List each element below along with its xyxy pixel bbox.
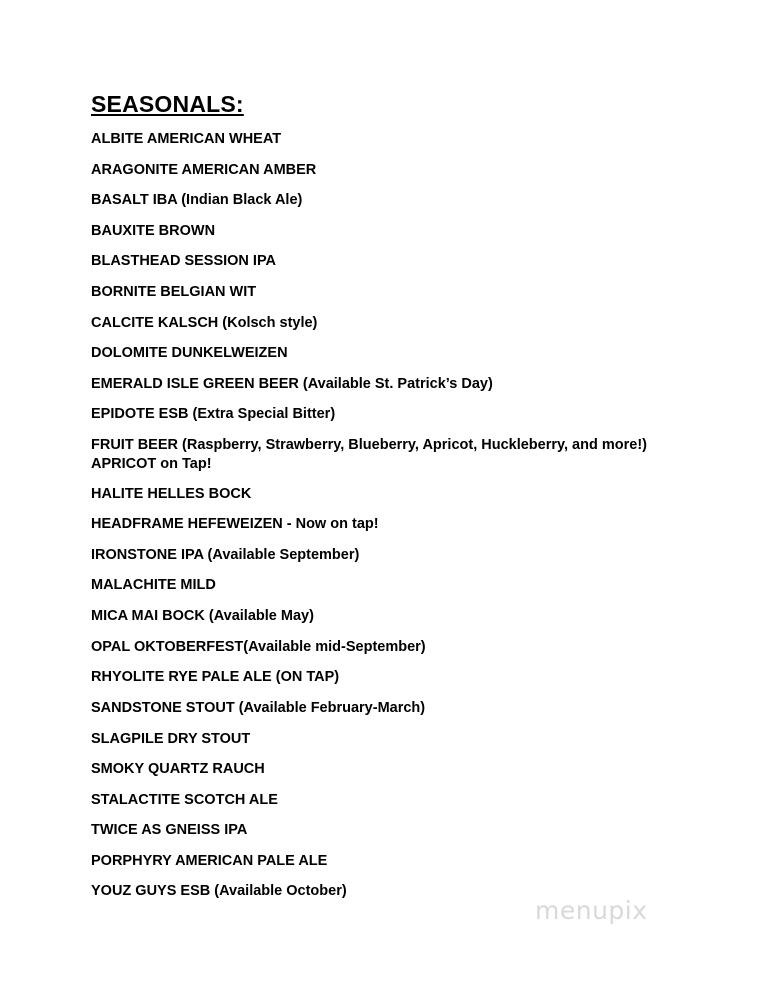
list-item-text: FRUIT BEER (Raspberry, Strawberry, Blueberry, Apricot, Huckleberry, and more!) [91,437,647,453]
list-item-text: TWICE AS GNEISS IPA [91,822,248,838]
list-item [91,344,288,363]
list-item [91,760,265,779]
list-item [91,791,278,810]
list-item-text: ALBITE AMERICAN WHEAT [91,131,282,147]
list-item-text: BASALT IBA (Indian Black Ale) [91,192,303,208]
list-item [91,130,281,149]
list-item [91,668,339,687]
list-item-text: BORNITE BELGIAN WIT [91,284,257,300]
list-item-text: SANDSTONE STOUT (Available February-March) [91,700,426,716]
list-item-text: IRONSTONE IPA (Available September) [91,547,360,563]
list-item-text: PORPHYRY AMERICAN PALE ALE [91,853,328,869]
list-item [91,852,327,871]
list-item-text: HEADFRAME HEFEWEIZEN - Now on tap! [91,516,379,532]
list-item-text: BLASTHEAD SESSION IPA [91,253,277,269]
list-item [91,821,247,840]
list-item [91,730,250,749]
list-item-text: RHYOLITE RYE PALE ALE (ON TAP) [91,669,340,685]
list-item [91,699,425,718]
list-item [91,638,426,657]
list-item-text: EPIDOTE ESB (Extra Special Bitter) [91,406,336,422]
list-item [91,546,359,565]
list-item [91,576,216,595]
list-item [91,191,302,210]
list-item-text: APRICOT on Tap! [91,456,212,472]
list-item [91,405,335,424]
list-item-text: DOLOMITE DUNKELWEIZEN [91,345,288,361]
list-item-text: BAUXITE BROWN [91,223,216,239]
list-item [91,436,647,474]
list-item-text: YOUZ GUYS ESB (Available October) [91,883,347,899]
list-item [91,222,215,241]
list-item-text: CALCITE KALSCH (Kolsch style) [91,315,318,331]
watermark-logo: menupix [535,896,648,925]
list-item-text: OPAL OKTOBERFEST(Available mid-September) [91,639,426,655]
list-item-text: ARAGONITE AMERICAN AMBER [91,162,317,178]
list-item-text: STALACTITE SCOTCH ALE [91,792,278,808]
list-item [91,375,493,394]
list-item [91,485,251,504]
list-item [91,252,276,271]
list-item [91,314,317,333]
list-item [91,882,347,901]
list-item-text: HALITE HELLES BOCK [91,486,252,502]
section-heading: SEASONALS: [91,91,244,117]
list-item-text: SLAGPILE DRY STOUT [91,731,251,747]
list-item-text: EMERALD ISLE GREEN BEER (Available St. Patrick’s Day) [91,376,493,392]
list-item [91,515,379,534]
list-item [91,607,314,626]
list-item [91,283,256,302]
list-item-text: MICA MAI BOCK (Available May) [91,608,314,624]
list-item [91,161,316,180]
list-item-text: SMOKY QUARTZ RAUCH [91,761,265,777]
list-item-text: MALACHITE MILD [91,577,216,593]
